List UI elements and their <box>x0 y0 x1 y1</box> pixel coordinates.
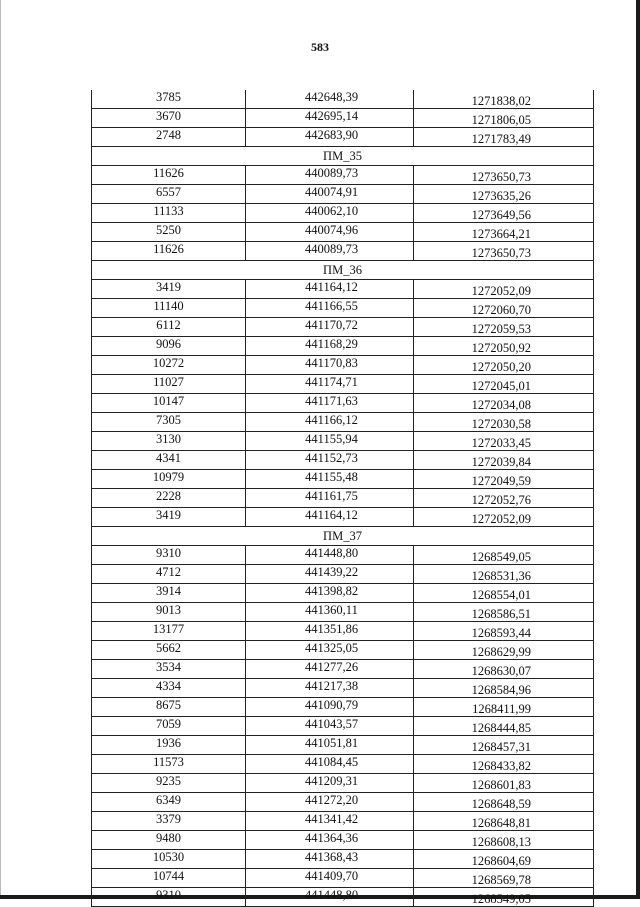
table-row <box>92 755 594 774</box>
y-coordinate-cell: 1268433,82 <box>414 755 594 774</box>
y-coordinate-cell: 1268608,13 <box>414 831 594 850</box>
table-row <box>92 166 594 185</box>
point-number-cell: 9235 <box>92 774 246 793</box>
point-number-cell: 3130 <box>92 432 246 451</box>
y-coordinate-cell: 1272039,84 <box>414 451 594 470</box>
point-number-cell: 4341 <box>92 451 246 470</box>
table-row <box>92 394 594 413</box>
table-row <box>92 242 594 261</box>
point-number-cell: 1936 <box>92 736 246 755</box>
x-coordinate-cell: 440074,91 <box>246 185 414 204</box>
y-coordinate-cell: 1268411,99 <box>414 698 594 717</box>
table-row <box>92 451 594 470</box>
table-row <box>92 204 594 223</box>
y-coordinate-cell: 1272060,70 <box>414 299 594 318</box>
y-coordinate-cell: 1272050,20 <box>414 356 594 375</box>
point-number-cell: 6349 <box>92 793 246 812</box>
point-number-cell: 9013 <box>92 603 246 622</box>
y-coordinate-cell: 1268604,69 <box>414 850 594 869</box>
y-coordinate-cell: 1271838,02 <box>414 90 594 109</box>
table-row <box>92 223 594 242</box>
y-coordinate-cell: 1268554,01 <box>414 584 594 603</box>
y-coordinate-cell: 1268648,59 <box>414 793 594 812</box>
table-row <box>92 109 594 128</box>
x-coordinate-cell: 441364,36 <box>246 831 414 850</box>
x-coordinate-cell: 441351,86 <box>246 622 414 641</box>
point-number-cell: 11626 <box>92 166 246 185</box>
table-row <box>92 812 594 831</box>
point-number-cell: 3534 <box>92 660 246 679</box>
table-row <box>92 128 594 147</box>
x-coordinate-cell: 441164,12 <box>246 280 414 299</box>
x-coordinate-cell: 441168,29 <box>246 337 414 356</box>
x-coordinate-cell: 441051,81 <box>246 736 414 755</box>
table-row <box>92 736 594 755</box>
y-coordinate-cell: 1273635,26 <box>414 185 594 204</box>
y-coordinate-cell: 1273649,56 <box>414 204 594 223</box>
y-coordinate-cell: 1272050,92 <box>414 337 594 356</box>
point-number-cell: 2228 <box>92 489 246 508</box>
y-coordinate-cell: 1272052,76 <box>414 489 594 508</box>
x-coordinate-cell: 441277,26 <box>246 660 414 679</box>
section-label: ПМ_37 <box>92 527 594 546</box>
point-number-cell: 5662 <box>92 641 246 660</box>
coordinates-table <box>91 90 594 907</box>
table-row <box>92 641 594 660</box>
point-number-cell: 2748 <box>92 128 246 147</box>
table-row <box>92 90 594 109</box>
point-number-cell: 3419 <box>92 508 246 527</box>
x-coordinate-cell: 440089,73 <box>246 166 414 185</box>
table-row <box>92 413 594 432</box>
y-coordinate-cell: 1272034,08 <box>414 394 594 413</box>
y-coordinate-cell: 1273650,73 <box>414 242 594 261</box>
y-coordinate-cell: 1272052,09 <box>414 280 594 299</box>
x-coordinate-cell: 441155,48 <box>246 470 414 489</box>
y-coordinate-cell: 1272052,09 <box>414 508 594 527</box>
x-coordinate-cell: 441155,94 <box>246 432 414 451</box>
x-coordinate-cell: 441360,11 <box>246 603 414 622</box>
point-number-cell: 6112 <box>92 318 246 337</box>
y-coordinate-cell: 1272045,01 <box>414 375 594 394</box>
point-number-cell: 13177 <box>92 622 246 641</box>
table-row <box>92 356 594 375</box>
x-coordinate-cell: 441164,12 <box>246 508 414 527</box>
x-coordinate-cell: 441161,75 <box>246 489 414 508</box>
point-number-cell: 9480 <box>92 831 246 850</box>
point-number-cell: 3785 <box>92 90 246 109</box>
y-coordinate-cell: 1268648,81 <box>414 812 594 831</box>
point-number-cell: 6557 <box>92 185 246 204</box>
y-coordinate-cell: 1271806,05 <box>414 109 594 128</box>
x-coordinate-cell: 441084,45 <box>246 755 414 774</box>
point-number-cell: 9096 <box>92 337 246 356</box>
x-coordinate-cell: 441409,70 <box>246 869 414 888</box>
y-coordinate-cell: 1268601,83 <box>414 774 594 793</box>
table-row <box>92 717 594 736</box>
y-coordinate-cell: 1268531,36 <box>414 565 594 584</box>
point-number-cell: 10530 <box>92 850 246 869</box>
page-number: 583 <box>311 40 329 54</box>
y-coordinate-cell: 1273664,21 <box>414 223 594 242</box>
point-number-cell: 10744 <box>92 869 246 888</box>
x-coordinate-cell: 441368,43 <box>246 850 414 869</box>
point-number-cell: 10979 <box>92 470 246 489</box>
y-coordinate-cell: 1273650,73 <box>414 166 594 185</box>
section-label: ПМ_35 <box>92 147 594 166</box>
point-number-cell: 10147 <box>92 394 246 413</box>
section-header-row <box>92 147 594 166</box>
x-coordinate-cell: 441272,20 <box>246 793 414 812</box>
table-row <box>92 185 594 204</box>
x-coordinate-cell: 441439,22 <box>246 565 414 584</box>
scan-left-edge <box>0 0 1 899</box>
x-coordinate-cell: 441090,79 <box>246 698 414 717</box>
table-row <box>92 489 594 508</box>
x-coordinate-cell: 441043,57 <box>246 717 414 736</box>
point-number-cell: 4334 <box>92 679 246 698</box>
x-coordinate-cell: 441325,05 <box>246 641 414 660</box>
table-row <box>92 337 594 356</box>
x-coordinate-cell: 441152,73 <box>246 451 414 470</box>
table-row <box>92 774 594 793</box>
point-number-cell: 3419 <box>92 280 246 299</box>
point-number-cell: 9310 <box>92 888 246 907</box>
x-coordinate-cell: 441448,80 <box>246 546 414 565</box>
table-row <box>92 546 594 565</box>
table-row <box>92 584 594 603</box>
table-row <box>92 698 594 717</box>
x-coordinate-cell: 442683,90 <box>246 128 414 147</box>
coordinates-table-body <box>92 90 594 907</box>
x-coordinate-cell: 441170,83 <box>246 356 414 375</box>
y-coordinate-cell: 1272033,45 <box>414 432 594 451</box>
x-coordinate-cell: 440089,73 <box>246 242 414 261</box>
table-row <box>92 622 594 641</box>
y-coordinate-cell: 1268629,99 <box>414 641 594 660</box>
point-number-cell: 5250 <box>92 223 246 242</box>
point-number-cell: 3914 <box>92 584 246 603</box>
x-coordinate-cell: 441166,55 <box>246 299 414 318</box>
x-coordinate-cell: 442648,39 <box>246 90 414 109</box>
table-row <box>92 888 594 907</box>
table-row <box>92 660 594 679</box>
x-coordinate-cell: 441170,72 <box>246 318 414 337</box>
point-number-cell: 7305 <box>92 413 246 432</box>
table-row <box>92 603 594 622</box>
table-row <box>92 432 594 451</box>
y-coordinate-cell: 1272030,58 <box>414 413 594 432</box>
point-number-cell: 11140 <box>92 299 246 318</box>
section-label: ПМ_36 <box>92 261 594 280</box>
y-coordinate-cell: 1268444,85 <box>414 717 594 736</box>
point-number-cell: 11133 <box>92 204 246 223</box>
point-number-cell: 3670 <box>92 109 246 128</box>
x-coordinate-cell: 440074,96 <box>246 223 414 242</box>
table-row <box>92 470 594 489</box>
table-row <box>92 280 594 299</box>
point-number-cell: 11626 <box>92 242 246 261</box>
y-coordinate-cell: 1272049,59 <box>414 470 594 489</box>
y-coordinate-cell: 1272059,53 <box>414 318 594 337</box>
point-number-cell: 7059 <box>92 717 246 736</box>
y-coordinate-cell: 1268457,31 <box>414 736 594 755</box>
y-coordinate-cell: 1268593,44 <box>414 622 594 641</box>
section-header-row <box>92 527 594 546</box>
table-row <box>92 318 594 337</box>
y-coordinate-cell: 1268549,05 <box>414 888 594 907</box>
y-coordinate-cell: 1268630,07 <box>414 660 594 679</box>
table-row <box>92 508 594 527</box>
point-number-cell: 3379 <box>92 812 246 831</box>
x-coordinate-cell: 441217,38 <box>246 679 414 698</box>
scan-right-edge <box>636 0 640 899</box>
x-coordinate-cell: 441166,12 <box>246 413 414 432</box>
table-row <box>92 679 594 698</box>
y-coordinate-cell: 1268584,96 <box>414 679 594 698</box>
point-number-cell: 4712 <box>92 565 246 584</box>
y-coordinate-cell: 1268569,78 <box>414 869 594 888</box>
y-coordinate-cell: 1268586,51 <box>414 603 594 622</box>
x-coordinate-cell: 441448,80 <box>246 888 414 907</box>
section-header-row <box>92 261 594 280</box>
table-row <box>92 869 594 888</box>
point-number-cell: 11573 <box>92 755 246 774</box>
x-coordinate-cell: 441171,63 <box>246 394 414 413</box>
point-number-cell: 11027 <box>92 375 246 394</box>
point-number-cell: 9310 <box>92 546 246 565</box>
y-coordinate-cell: 1271783,49 <box>414 128 594 147</box>
y-coordinate-cell: 1268549,05 <box>414 546 594 565</box>
x-coordinate-cell: 441341,42 <box>246 812 414 831</box>
table-row <box>92 375 594 394</box>
table-row <box>92 831 594 850</box>
table-row <box>92 793 594 812</box>
table-row <box>92 565 594 584</box>
x-coordinate-cell: 441174,71 <box>246 375 414 394</box>
x-coordinate-cell: 442695,14 <box>246 109 414 128</box>
point-number-cell: 8675 <box>92 698 246 717</box>
x-coordinate-cell: 441398,82 <box>246 584 414 603</box>
x-coordinate-cell: 440062,10 <box>246 204 414 223</box>
table-row <box>92 850 594 869</box>
table-row <box>92 299 594 318</box>
x-coordinate-cell: 441209,31 <box>246 774 414 793</box>
point-number-cell: 10272 <box>92 356 246 375</box>
